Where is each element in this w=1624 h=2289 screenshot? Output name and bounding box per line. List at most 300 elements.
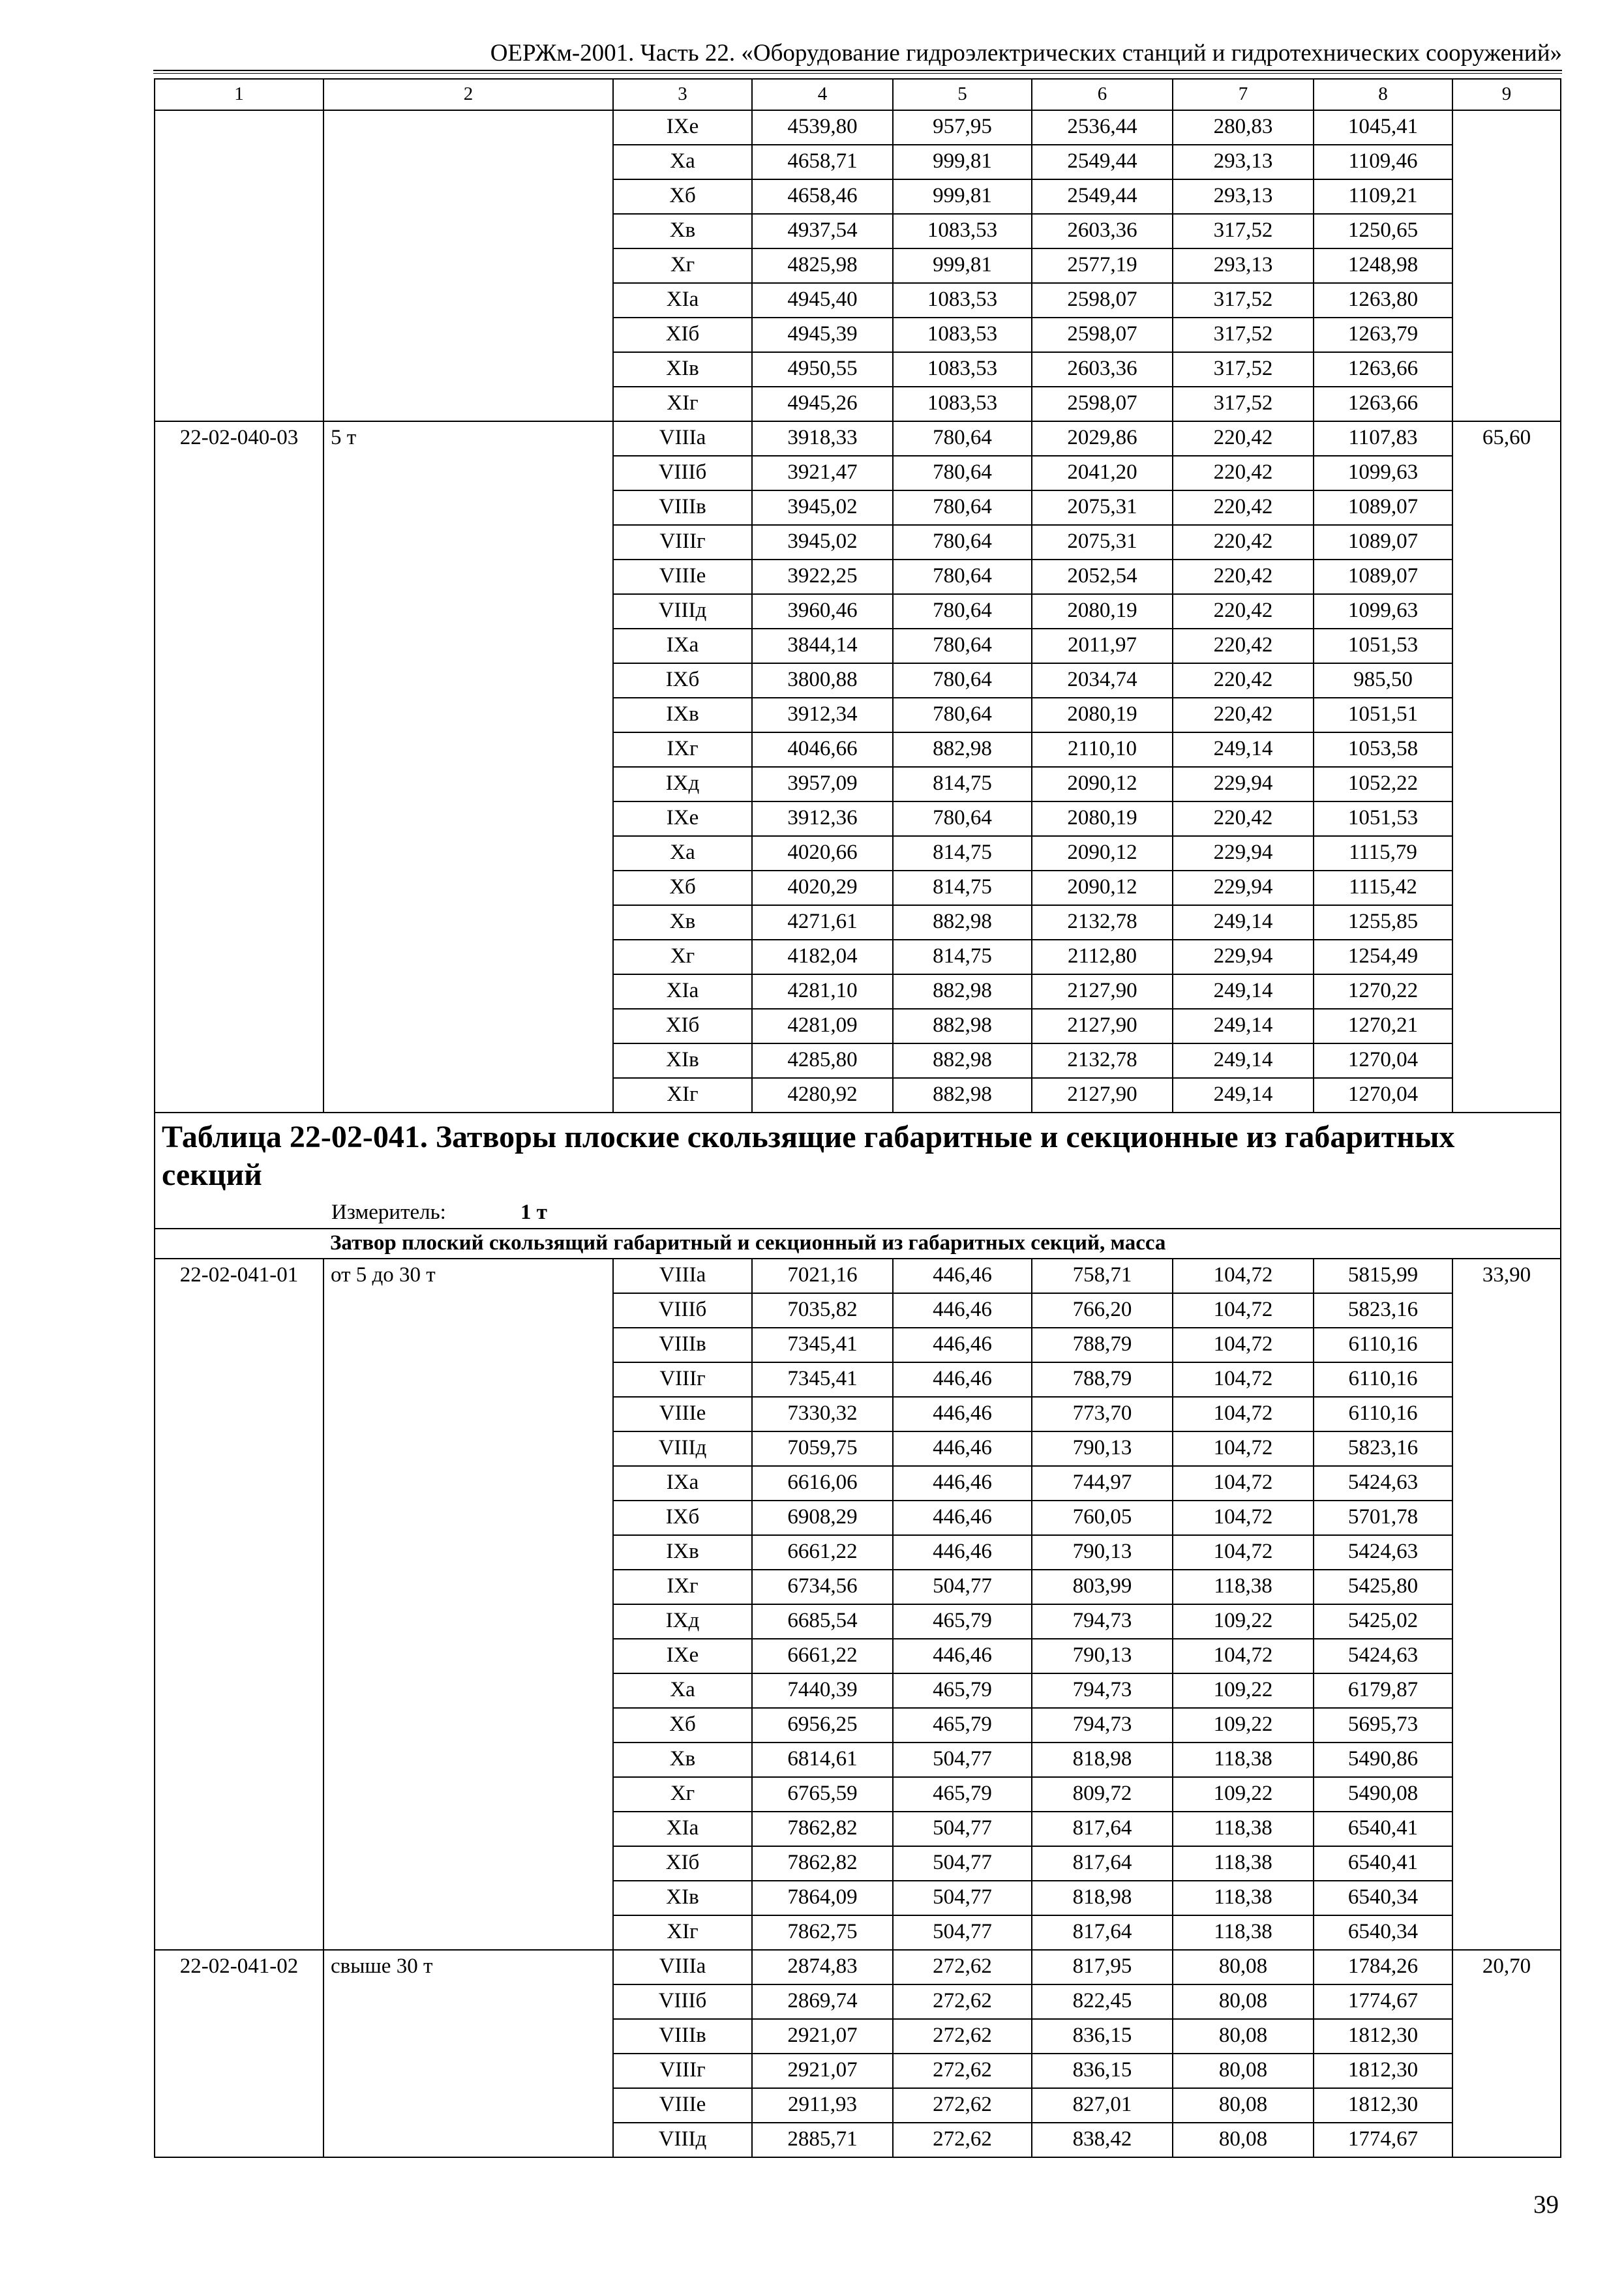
value-cell: 838,42 — [1032, 2123, 1173, 2157]
value-cell: 3844,14 — [752, 629, 893, 663]
value-cell: 446,46 — [893, 1362, 1032, 1397]
value-cell: 465,79 — [893, 1673, 1032, 1708]
value-cell: 794,73 — [1032, 1673, 1173, 1708]
value-cell: 4046,66 — [752, 732, 893, 767]
measure-line — [162, 1198, 1554, 1227]
zone-cell: VIIIв — [613, 2019, 752, 2054]
value-cell: 1109,46 — [1314, 145, 1452, 179]
value-cell: 766,20 — [1032, 1293, 1173, 1328]
value-cell: 1812,30 — [1314, 2019, 1452, 2054]
value-cell: 104,72 — [1173, 1397, 1314, 1431]
value-cell: 6765,59 — [752, 1777, 893, 1812]
value-cell: 4658,71 — [752, 145, 893, 179]
value-cell: 249,14 — [1173, 905, 1314, 940]
value-cell: 2603,36 — [1032, 352, 1173, 387]
resource-name — [323, 110, 613, 421]
value-cell: 827,01 — [1032, 2088, 1173, 2123]
value-cell: 3918,33 — [752, 421, 893, 456]
resource-code — [155, 110, 323, 421]
value-cell: 2080,19 — [1032, 594, 1173, 629]
value-cell: 1784,26 — [1314, 1950, 1452, 1984]
value-cell: 780,64 — [893, 801, 1032, 836]
value-cell: 80,08 — [1173, 1950, 1314, 1984]
value-cell: 317,52 — [1173, 318, 1314, 352]
value-cell: 773,70 — [1032, 1397, 1173, 1431]
zone-cell: IXв — [613, 698, 752, 732]
column-number: 5 — [893, 79, 1032, 110]
zone-cell: VIIIб — [613, 1984, 752, 2019]
value-cell: 780,64 — [893, 490, 1032, 525]
value-cell: 999,81 — [893, 179, 1032, 214]
value-cell: 104,72 — [1173, 1639, 1314, 1673]
value-cell: 4281,10 — [752, 974, 893, 1009]
value-cell: 220,42 — [1173, 560, 1314, 594]
value-cell: 317,52 — [1173, 283, 1314, 318]
value-cell: 1083,53 — [893, 283, 1032, 318]
value-cell: 1263,80 — [1314, 283, 1452, 318]
zone-cell: IXд — [613, 1604, 752, 1639]
value-cell: 882,98 — [893, 1009, 1032, 1043]
value-cell: 790,13 — [1032, 1431, 1173, 1466]
value-cell: 818,98 — [1032, 1881, 1173, 1915]
labor-cell — [1452, 110, 1561, 421]
value-cell: 2127,90 — [1032, 1078, 1173, 1113]
resource-name: от 5 до 30 т — [323, 1259, 613, 1950]
value-cell: 5695,73 — [1314, 1708, 1452, 1743]
zone-cell: Xг — [613, 1777, 752, 1812]
value-cell: 882,98 — [893, 974, 1032, 1009]
value-cell: 293,13 — [1173, 145, 1314, 179]
zone-cell: VIIIa — [613, 1950, 752, 1984]
value-cell: 7864,09 — [752, 1881, 893, 1915]
resource-name: свыше 30 т — [323, 1950, 613, 2157]
value-cell: 6661,22 — [752, 1639, 893, 1673]
value-cell: 6179,87 — [1314, 1673, 1452, 1708]
value-cell: 790,13 — [1032, 1639, 1173, 1673]
value-cell: 780,64 — [893, 525, 1032, 560]
value-cell: 6734,56 — [752, 1570, 893, 1604]
value-cell: 118,38 — [1173, 1915, 1314, 1950]
value-cell: 817,64 — [1032, 1915, 1173, 1950]
value-cell: 2598,07 — [1032, 318, 1173, 352]
value-cell: 80,08 — [1173, 1984, 1314, 2019]
column-number-row — [155, 79, 1561, 110]
value-cell: 2603,36 — [1032, 214, 1173, 248]
value-cell: 4182,04 — [752, 940, 893, 974]
zone-cell: IXв — [613, 1535, 752, 1570]
value-cell: 817,64 — [1032, 1846, 1173, 1881]
column-number: 6 — [1032, 79, 1173, 110]
table-row — [155, 1259, 1561, 1293]
value-cell: 1270,21 — [1314, 1009, 1452, 1043]
zone-cell: IXa — [613, 1466, 752, 1501]
value-cell: 104,72 — [1173, 1328, 1314, 1362]
zone-cell: VIIIг — [613, 525, 752, 560]
value-cell: 809,72 — [1032, 1777, 1173, 1812]
value-cell: 3922,25 — [752, 560, 893, 594]
zone-cell: XIв — [613, 1043, 752, 1078]
value-cell: 4539,80 — [752, 110, 893, 145]
value-cell: 6956,25 — [752, 1708, 893, 1743]
value-cell: 6661,22 — [752, 1535, 893, 1570]
value-cell: 249,14 — [1173, 1078, 1314, 1113]
value-cell: 985,50 — [1314, 663, 1452, 698]
value-cell: 882,98 — [893, 1078, 1032, 1113]
value-cell: 2598,07 — [1032, 387, 1173, 421]
value-cell: 3945,02 — [752, 490, 893, 525]
value-cell: 2869,74 — [752, 1984, 893, 2019]
running-header — [153, 34, 1562, 73]
value-cell: 7345,41 — [752, 1362, 893, 1397]
value-cell: 4020,66 — [752, 836, 893, 871]
value-cell: 1270,04 — [1314, 1043, 1452, 1078]
value-cell: 794,73 — [1032, 1708, 1173, 1743]
zone-cell: VIIIг — [613, 2054, 752, 2088]
value-cell: 780,64 — [893, 629, 1032, 663]
value-cell: 446,46 — [893, 1466, 1032, 1501]
value-cell: 780,64 — [893, 560, 1032, 594]
zone-cell: Xг — [613, 940, 752, 974]
value-cell: 2075,31 — [1032, 490, 1173, 525]
value-cell: 4945,26 — [752, 387, 893, 421]
value-cell: 6685,54 — [752, 1604, 893, 1639]
value-cell: 788,79 — [1032, 1328, 1173, 1362]
header-rule — [153, 70, 1562, 71]
value-cell: 220,42 — [1173, 421, 1314, 456]
value-cell: 220,42 — [1173, 594, 1314, 629]
value-cell: 293,13 — [1173, 179, 1314, 214]
value-cell: 6540,34 — [1314, 1915, 1452, 1950]
value-cell: 758,71 — [1032, 1259, 1173, 1293]
value-cell: 7440,39 — [752, 1673, 893, 1708]
value-cell: 1250,65 — [1314, 214, 1452, 248]
zone-cell: XIб — [613, 318, 752, 352]
value-cell: 220,42 — [1173, 525, 1314, 560]
value-cell: 229,94 — [1173, 940, 1314, 974]
value-cell: 4280,92 — [752, 1078, 893, 1113]
value-cell: 3957,09 — [752, 767, 893, 801]
value-cell: 104,72 — [1173, 1362, 1314, 1397]
column-number: 7 — [1173, 79, 1314, 110]
resource-name: 5 т — [323, 421, 613, 1113]
value-cell: 2536,44 — [1032, 110, 1173, 145]
value-cell: 220,42 — [1173, 663, 1314, 698]
value-cell: 4658,46 — [752, 179, 893, 214]
value-cell: 1051,53 — [1314, 801, 1452, 836]
value-cell: 5823,16 — [1314, 1431, 1452, 1466]
value-cell: 3960,46 — [752, 594, 893, 629]
value-cell: 249,14 — [1173, 1043, 1314, 1078]
value-cell: 1089,07 — [1314, 560, 1452, 594]
zone-cell: IXe — [613, 110, 752, 145]
value-cell: 814,75 — [893, 836, 1032, 871]
value-cell: 80,08 — [1173, 2019, 1314, 2054]
zone-cell: Xa — [613, 836, 752, 871]
value-cell: 504,77 — [893, 1812, 1032, 1846]
value-cell: 2885,71 — [752, 2123, 893, 2157]
value-cell: 1812,30 — [1314, 2088, 1452, 2123]
zone-cell: VIIIa — [613, 1259, 752, 1293]
value-cell: 229,94 — [1173, 871, 1314, 905]
value-cell: 2132,78 — [1032, 1043, 1173, 1078]
zone-cell: VIIIг — [613, 1362, 752, 1397]
labor-cell: 65,60 — [1452, 421, 1561, 1113]
zone-cell: XIг — [613, 387, 752, 421]
value-cell: 1083,53 — [893, 214, 1032, 248]
zone-cell: XIб — [613, 1846, 752, 1881]
value-cell: 1270,22 — [1314, 974, 1452, 1009]
value-cell: 2110,10 — [1032, 732, 1173, 767]
value-cell: 1051,53 — [1314, 629, 1452, 663]
column-number: 1 — [155, 79, 323, 110]
value-cell: 817,95 — [1032, 1950, 1173, 1984]
value-cell: 4271,61 — [752, 905, 893, 940]
price-table — [154, 78, 1561, 2158]
value-cell: 317,52 — [1173, 214, 1314, 248]
value-cell: 2090,12 — [1032, 767, 1173, 801]
value-cell: 780,64 — [893, 594, 1032, 629]
resource-code: 22-02-040-03 — [155, 421, 323, 1113]
value-cell: 317,52 — [1173, 352, 1314, 387]
value-cell: 504,77 — [893, 1743, 1032, 1777]
value-cell: 1052,22 — [1314, 767, 1452, 801]
value-cell: 2127,90 — [1032, 1009, 1173, 1043]
value-cell: 6110,16 — [1314, 1362, 1452, 1397]
zone-cell: VIIIд — [613, 2123, 752, 2157]
value-cell: 4950,55 — [752, 352, 893, 387]
value-cell: 6908,29 — [752, 1501, 893, 1535]
value-cell: 272,62 — [893, 2054, 1032, 2088]
column-number: 3 — [613, 79, 752, 110]
zone-cell: VIIIe — [613, 2088, 752, 2123]
value-cell: 1254,49 — [1314, 940, 1452, 974]
value-cell: 836,15 — [1032, 2054, 1173, 2088]
value-cell: 220,42 — [1173, 698, 1314, 732]
column-number: 8 — [1314, 79, 1452, 110]
value-cell: 1115,42 — [1314, 871, 1452, 905]
header-title: ОЕРЖм-2001. Часть 22. «Оборудование гидроэлектрических станций и гидротехнических сооружений» — [490, 40, 1562, 67]
value-cell: 5490,08 — [1314, 1777, 1452, 1812]
value-cell: 118,38 — [1173, 1881, 1314, 1915]
value-cell: 109,22 — [1173, 1777, 1314, 1812]
value-cell: 3945,02 — [752, 525, 893, 560]
value-cell: 504,77 — [893, 1915, 1032, 1950]
column-number: 9 — [1452, 79, 1561, 110]
value-cell: 2075,31 — [1032, 525, 1173, 560]
zone-cell: XIa — [613, 1812, 752, 1846]
value-cell: 744,97 — [1032, 1466, 1173, 1501]
value-cell: 2549,44 — [1032, 145, 1173, 179]
value-cell: 2041,20 — [1032, 456, 1173, 490]
value-cell: 2132,78 — [1032, 905, 1173, 940]
value-cell: 5425,02 — [1314, 1604, 1452, 1639]
value-cell: 229,94 — [1173, 767, 1314, 801]
labor-cell: 20,70 — [1452, 1950, 1561, 2157]
value-cell: 446,46 — [893, 1501, 1032, 1535]
value-cell: 7345,41 — [752, 1328, 893, 1362]
value-cell: 80,08 — [1173, 2088, 1314, 2123]
zone-cell: IXб — [613, 663, 752, 698]
value-cell: 6110,16 — [1314, 1397, 1452, 1431]
zone-cell: IXe — [613, 801, 752, 836]
table-row — [155, 421, 1561, 456]
value-cell: 1248,98 — [1314, 248, 1452, 283]
zone-cell: VIIIa — [613, 421, 752, 456]
value-cell: 104,72 — [1173, 1293, 1314, 1328]
value-cell: 3800,88 — [752, 663, 893, 698]
value-cell: 104,72 — [1173, 1259, 1314, 1293]
value-cell: 249,14 — [1173, 732, 1314, 767]
value-cell: 3912,34 — [752, 698, 893, 732]
value-cell: 794,73 — [1032, 1604, 1173, 1639]
value-cell: 446,46 — [893, 1293, 1032, 1328]
value-cell: 5425,80 — [1314, 1570, 1452, 1604]
value-cell: 814,75 — [893, 767, 1032, 801]
value-cell: 220,42 — [1173, 456, 1314, 490]
value-cell: 817,64 — [1032, 1812, 1173, 1846]
value-cell: 446,46 — [893, 1397, 1032, 1431]
value-cell: 7862,82 — [752, 1846, 893, 1881]
zone-cell: IXб — [613, 1501, 752, 1535]
value-cell: 109,22 — [1173, 1708, 1314, 1743]
value-cell: 104,72 — [1173, 1501, 1314, 1535]
value-cell: 4945,39 — [752, 318, 893, 352]
value-cell: 6616,06 — [752, 1466, 893, 1501]
value-cell: 2921,07 — [752, 2054, 893, 2088]
value-cell: 2921,07 — [752, 2019, 893, 2054]
value-cell: 2011,97 — [1032, 629, 1173, 663]
zone-cell: Xa — [613, 1673, 752, 1708]
value-cell: 118,38 — [1173, 1570, 1314, 1604]
value-cell: 293,13 — [1173, 248, 1314, 283]
value-cell: 1270,04 — [1314, 1078, 1452, 1113]
value-cell: 80,08 — [1173, 2123, 1314, 2157]
zone-cell: Xб — [613, 871, 752, 905]
value-cell: 1045,41 — [1314, 110, 1452, 145]
value-cell: 446,46 — [893, 1639, 1032, 1673]
value-cell: 882,98 — [893, 732, 1032, 767]
zone-cell: IXг — [613, 732, 752, 767]
value-cell: 1083,53 — [893, 387, 1032, 421]
value-cell: 2598,07 — [1032, 283, 1173, 318]
value-cell: 1083,53 — [893, 318, 1032, 352]
value-cell: 788,79 — [1032, 1362, 1173, 1397]
table-title: Таблица 22-02-041. Затворы плоские скользящие габаритные и секционные из габаритных секций — [162, 1120, 1455, 1192]
zone-cell: VIIIв — [613, 490, 752, 525]
value-cell: 465,79 — [893, 1604, 1032, 1639]
value-cell: 2090,12 — [1032, 836, 1173, 871]
value-cell: 104,72 — [1173, 1466, 1314, 1501]
value-cell: 272,62 — [893, 2123, 1032, 2157]
value-cell: 504,77 — [893, 1570, 1032, 1604]
zone-cell: Xв — [613, 214, 752, 248]
value-cell: 4281,09 — [752, 1009, 893, 1043]
value-cell: 2127,90 — [1032, 974, 1173, 1009]
column-number: 2 — [323, 79, 613, 110]
value-cell: 7059,75 — [752, 1431, 893, 1466]
value-cell: 1089,07 — [1314, 490, 1452, 525]
value-cell: 2112,80 — [1032, 940, 1173, 974]
value-cell: 7330,32 — [752, 1397, 893, 1431]
value-cell: 1089,07 — [1314, 525, 1452, 560]
value-cell: 220,42 — [1173, 801, 1314, 836]
value-cell: 780,64 — [893, 698, 1032, 732]
value-cell: 999,81 — [893, 145, 1032, 179]
value-cell: 6110,16 — [1314, 1328, 1452, 1362]
value-cell: 446,46 — [893, 1535, 1032, 1570]
labor-cell: 33,90 — [1452, 1259, 1561, 1950]
value-cell: 4945,40 — [752, 283, 893, 318]
value-cell: 814,75 — [893, 871, 1032, 905]
value-cell: 1115,79 — [1314, 836, 1452, 871]
value-cell: 104,72 — [1173, 1535, 1314, 1570]
value-cell: 1263,79 — [1314, 318, 1452, 352]
value-cell: 1255,85 — [1314, 905, 1452, 940]
zone-cell: VIIIд — [613, 594, 752, 629]
zone-cell: VIIIб — [613, 456, 752, 490]
value-cell: 760,05 — [1032, 1501, 1173, 1535]
value-cell: 1263,66 — [1314, 387, 1452, 421]
value-cell: 465,79 — [893, 1708, 1032, 1743]
value-cell: 7862,82 — [752, 1812, 893, 1846]
value-cell: 446,46 — [893, 1259, 1032, 1293]
value-cell: 104,72 — [1173, 1431, 1314, 1466]
zone-cell: VIIIд — [613, 1431, 752, 1466]
value-cell: 1109,21 — [1314, 179, 1452, 214]
value-cell: 957,95 — [893, 110, 1032, 145]
value-cell: 1051,51 — [1314, 698, 1452, 732]
value-cell: 229,94 — [1173, 836, 1314, 871]
value-cell: 504,77 — [893, 1881, 1032, 1915]
zone-cell: VIIIв — [613, 1328, 752, 1362]
zone-cell: IXe — [613, 1639, 752, 1673]
zone-cell: XIг — [613, 1078, 752, 1113]
zone-cell: XIг — [613, 1915, 752, 1950]
value-cell: 7862,75 — [752, 1915, 893, 1950]
value-cell: 790,13 — [1032, 1535, 1173, 1570]
value-cell: 2549,44 — [1032, 179, 1173, 214]
zone-cell: VIIIб — [613, 1293, 752, 1328]
resource-code: 22-02-041-01 — [155, 1259, 323, 1950]
value-cell: 2911,93 — [752, 2088, 893, 2123]
value-cell: 446,46 — [893, 1431, 1032, 1466]
value-cell: 5424,63 — [1314, 1639, 1452, 1673]
zone-cell: Xг — [613, 248, 752, 283]
value-cell: 5424,63 — [1314, 1466, 1452, 1501]
value-cell: 118,38 — [1173, 1812, 1314, 1846]
value-cell: 5823,16 — [1314, 1293, 1452, 1328]
value-cell: 5701,78 — [1314, 1501, 1452, 1535]
measure-unit: 1 т — [520, 1201, 547, 1224]
value-cell: 109,22 — [1173, 1604, 1314, 1639]
value-cell: 249,14 — [1173, 1009, 1314, 1043]
value-cell: 1263,66 — [1314, 352, 1452, 387]
value-cell: 272,62 — [893, 2019, 1032, 2054]
zone-cell: VIIIe — [613, 1397, 752, 1431]
value-cell: 504,77 — [893, 1846, 1032, 1881]
value-cell: 2034,74 — [1032, 663, 1173, 698]
value-cell: 2080,19 — [1032, 801, 1173, 836]
zone-cell: Xa — [613, 145, 752, 179]
value-cell: 5815,99 — [1314, 1259, 1452, 1293]
value-cell: 272,62 — [893, 1984, 1032, 2019]
measure-label: Измеритель: — [331, 1201, 446, 1224]
zone-cell: VIIIe — [613, 560, 752, 594]
section-title-row — [155, 1229, 1561, 1259]
value-cell: 317,52 — [1173, 387, 1314, 421]
value-cell: 836,15 — [1032, 2019, 1173, 2054]
value-cell: 1774,67 — [1314, 1984, 1452, 2019]
